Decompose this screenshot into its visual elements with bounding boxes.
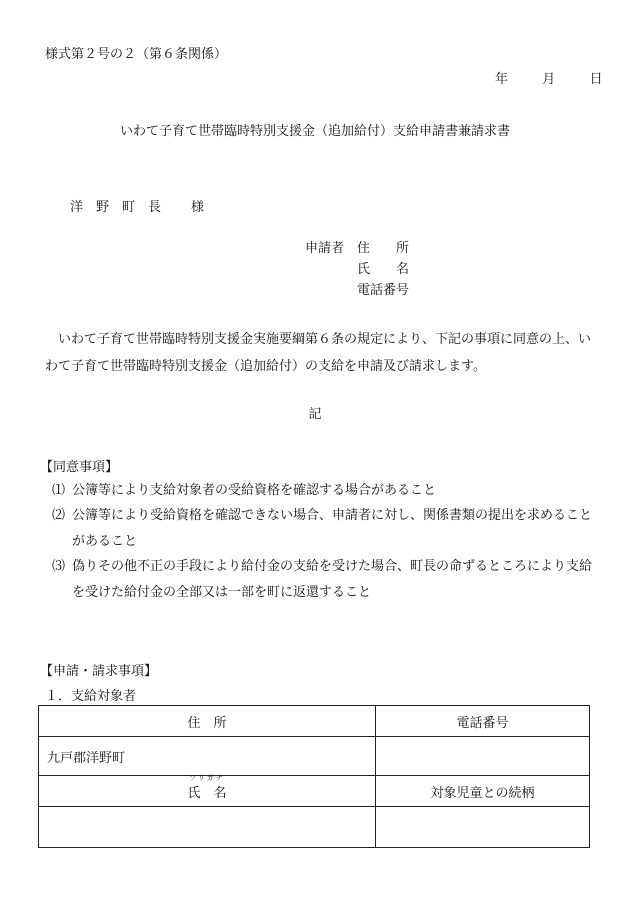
agreement-item-text: 公簿等により支給対象者の受給資格を確認する場合があること (72, 483, 437, 498)
agreement-item (52, 554, 592, 606)
relation-header: 対象児童との続柄 (376, 776, 590, 807)
addressee-honorific: 様 (191, 200, 205, 215)
body-paragraph: いわて子育て世帯臨時特別支援金実施要綱第６条の規定により、下記の事項に同意の上、いわて子育て世帯臨時特別支援金（追加給付）の支給を申請及び請求します。 (45, 332, 592, 374)
applicant-name-label: 氏 名 (357, 262, 410, 277)
addressee (70, 196, 204, 215)
name-header (187, 773, 227, 801)
address-header: 住 所 (39, 706, 376, 737)
date-month: 月 (542, 72, 556, 87)
name-header-cell (39, 773, 376, 807)
date-day: 日 (589, 72, 603, 87)
agreement-item-number: ⑶ (52, 559, 66, 574)
applicant-phone-label: 電話番号 (357, 283, 410, 298)
target-person-heading: １．支給対象者 (45, 689, 137, 704)
addressee-name: 洋 野 町 長 (70, 200, 162, 215)
agreement-heading: 【同意事項】 (40, 460, 119, 475)
form-number: 様式第２号の２（第６条関係） (45, 47, 228, 62)
document-title: いわて子育て世帯臨時特別支援金（追加給付）支給申請書兼請求書 (119, 124, 510, 139)
phone-header: 電話番号 (376, 706, 590, 737)
agreement-item-number: ⑵ (52, 508, 66, 523)
ki-marker: 記 (308, 407, 322, 422)
address-field[interactable]: 九戸郡洋野町 (39, 737, 376, 776)
agreement-item (52, 503, 592, 555)
applicant-label: 申請者 (305, 241, 345, 256)
name-header-label: 氏 名 (187, 785, 227, 801)
agreement-item-number: ⑴ (52, 483, 66, 498)
name-field[interactable] (39, 807, 376, 848)
agreement-item-text: 偽りその他不正の手段により給付金の支給を受けた場合、町長の命ずるところにより支給を受けた給付金の全部又は一部を町に返還すること (72, 559, 593, 600)
agreement-item (52, 478, 592, 504)
date-year: 年 (495, 72, 509, 87)
applicant-block (305, 238, 409, 301)
phone-field[interactable] (376, 737, 590, 776)
relation-field[interactable] (376, 807, 590, 848)
agreement-item-text: 公簿等により受給資格を確認できない場合、申請者に対し、関係書類の提出を求めることがあること (72, 508, 593, 549)
application-heading: 【申請・請求事項】 (40, 664, 158, 679)
target-person-table (38, 705, 590, 848)
date-line (495, 68, 603, 87)
name-furigana: フリガナ (189, 773, 225, 782)
applicant-address-label: 住 所 (357, 241, 410, 256)
